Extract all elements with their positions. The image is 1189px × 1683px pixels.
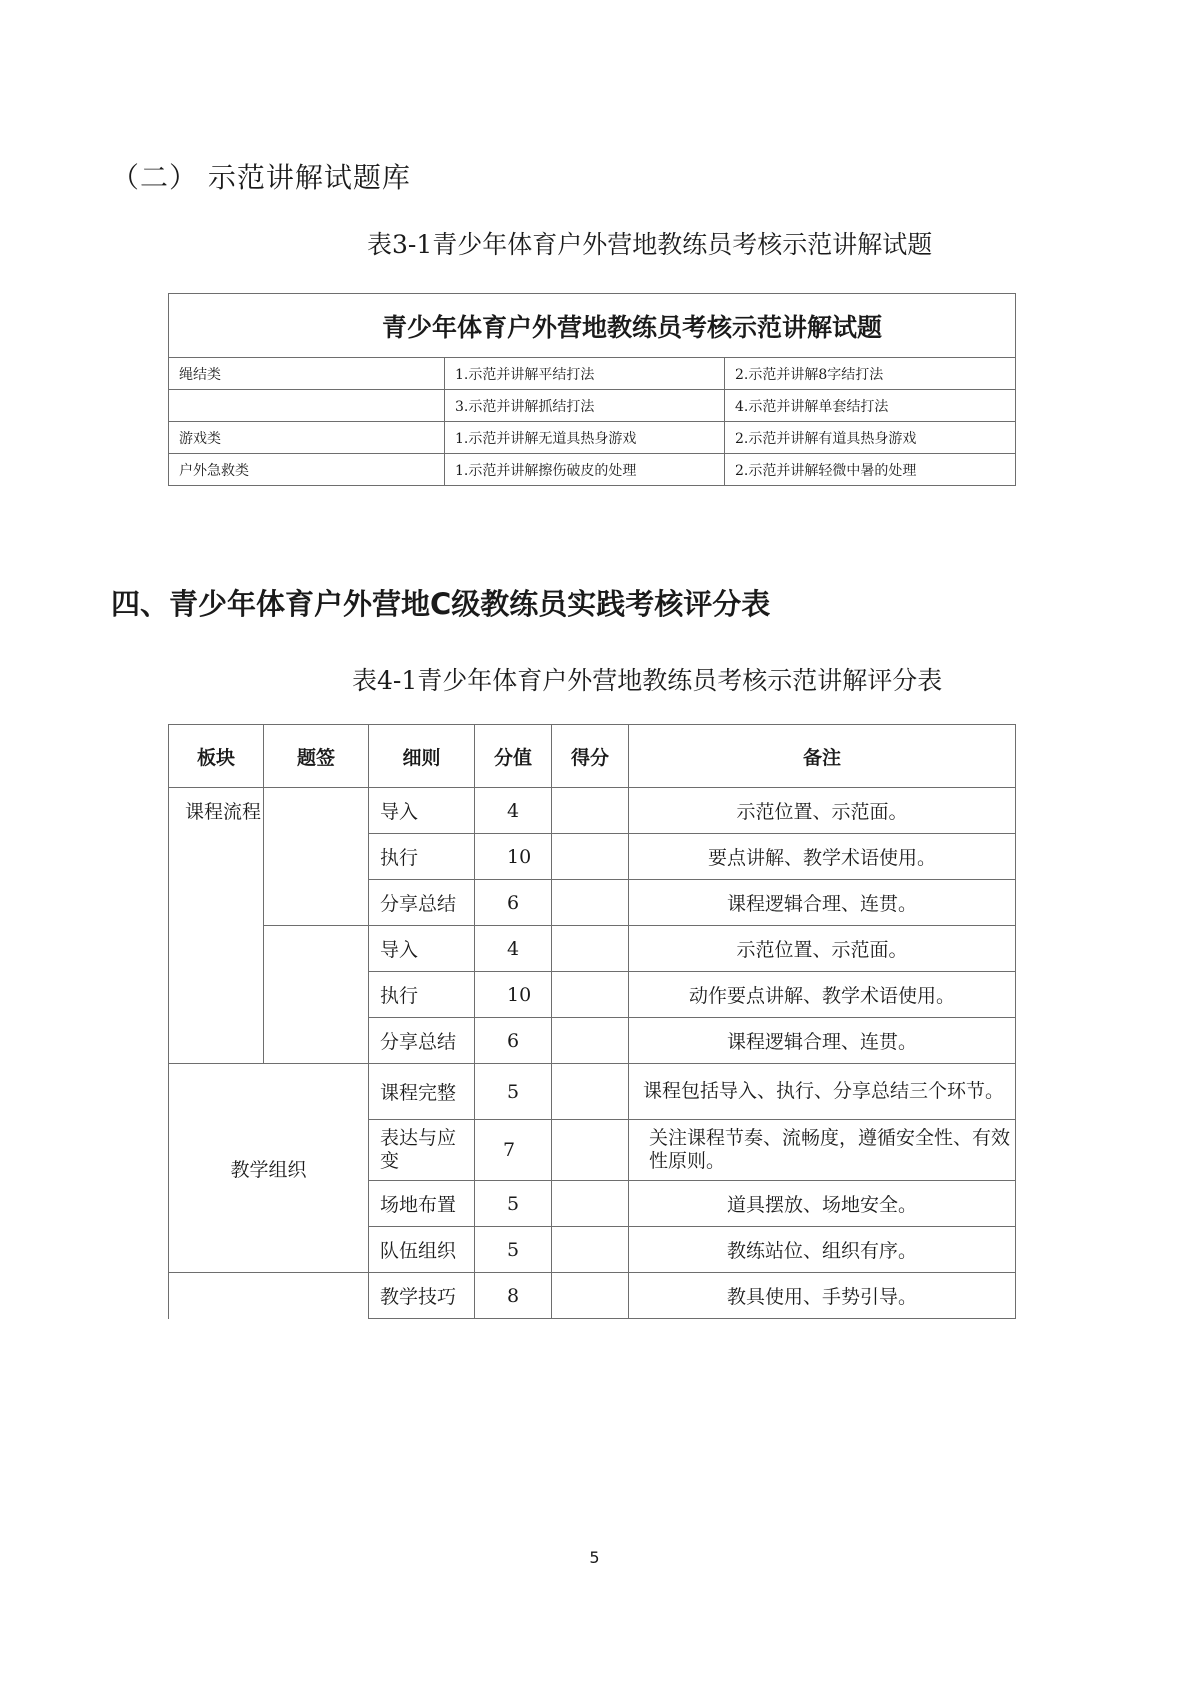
table-row — [169, 926, 1016, 972]
block-cell-continued — [169, 1273, 369, 1319]
block-cell-teaching-organization: 教学组织 — [169, 1064, 369, 1273]
obtained-cell — [552, 972, 629, 1018]
question-cell: 1.示范并讲解擦伤破皮的处理 — [445, 454, 725, 486]
obtained-cell — [552, 1120, 629, 1181]
score-cell: 4 — [475, 788, 552, 834]
header-cell: 分值 — [475, 725, 552, 788]
header-cell: 题签 — [264, 725, 369, 788]
detail-cell: 分享总结 — [369, 1018, 475, 1064]
section-heading-2: （二） 示范讲解试题库 — [111, 161, 411, 194]
obtained-cell — [552, 926, 629, 972]
table-header: 青少年体育户外营地教练员考核示范讲解试题 — [169, 294, 1016, 358]
question-cell: 3.示范并讲解抓结打法 — [445, 390, 725, 422]
obtained-cell — [552, 1181, 629, 1227]
table-caption-4-1: 表4-1青少年体育户外营地教练员考核示范讲解评分表 — [352, 666, 943, 695]
detail-cell: 教学技巧 — [369, 1273, 475, 1319]
question-bank-table — [168, 293, 1016, 486]
category-cell: 绳结类 — [169, 358, 445, 390]
note-cell: 课程包括导入、执行、分享总结三个环节。 — [629, 1064, 1016, 1120]
detail-cell: 课程完整 — [369, 1064, 475, 1120]
detail-cell: 表达与应变 — [369, 1120, 475, 1181]
note-cell: 示范位置、示范面。 — [629, 926, 1016, 972]
score-cell: 8 — [475, 1273, 552, 1319]
note-cell: 教具使用、手势引导。 — [629, 1273, 1016, 1319]
section-heading-4: 四、青少年体育户外营地C级教练员实践考核评分表 — [111, 587, 771, 621]
table-row — [169, 454, 1016, 486]
score-cell: 6 — [475, 880, 552, 926]
detail-cell: 导入 — [369, 926, 475, 972]
note-cell: 道具摆放、场地安全。 — [629, 1181, 1016, 1227]
header-row — [169, 725, 1016, 788]
obtained-cell — [552, 1227, 629, 1273]
obtained-cell — [552, 1273, 629, 1319]
table-row — [169, 422, 1016, 454]
obtained-cell — [552, 1064, 629, 1120]
obtained-cell — [552, 1018, 629, 1064]
question-cell: 2.示范并讲解8字结打法 — [725, 358, 1016, 390]
header-cell: 备注 — [629, 725, 1016, 788]
score-cell: 5 — [475, 1227, 552, 1273]
detail-cell: 导入 — [369, 788, 475, 834]
score-cell: 10 — [475, 972, 552, 1018]
question-cell: 2.示范并讲解轻微中暑的处理 — [725, 454, 1016, 486]
category-cell — [169, 390, 445, 422]
table-row — [169, 390, 1016, 422]
detail-cell: 分享总结 — [369, 880, 475, 926]
table-row — [169, 358, 1016, 390]
detail-cell: 场地布置 — [369, 1181, 475, 1227]
question-cell: 1.示范并讲解平结打法 — [445, 358, 725, 390]
question-cell: 1.示范并讲解无道具热身游戏 — [445, 422, 725, 454]
header-cell: 得分 — [552, 725, 629, 788]
question-cell: 4.示范并讲解单套结打法 — [725, 390, 1016, 422]
obtained-cell — [552, 788, 629, 834]
note-cell: 动作要点讲解、教学术语使用。 — [629, 972, 1016, 1018]
table-row — [169, 1273, 1016, 1319]
block-cell-course-flow: 课程流程 — [169, 788, 264, 1064]
category-cell: 游戏类 — [169, 422, 445, 454]
score-cell: 4 — [475, 926, 552, 972]
note-cell: 课程逻辑合理、连贯。 — [629, 1018, 1016, 1064]
score-cell: 10 — [475, 834, 552, 880]
scoring-table — [168, 724, 1016, 1319]
note-cell: 关注课程节奏、流畅度，遵循安全性、有效性原则。 — [629, 1120, 1016, 1181]
score-cell: 5 — [475, 1064, 552, 1120]
header-cell: 板块 — [169, 725, 264, 788]
ticket-cell — [264, 788, 369, 926]
note-cell: 要点讲解、教学术语使用。 — [629, 834, 1016, 880]
header-cell: 细则 — [369, 725, 475, 788]
score-cell: 5 — [475, 1181, 552, 1227]
note-cell: 示范位置、示范面。 — [629, 788, 1016, 834]
category-cell: 户外急救类 — [169, 454, 445, 486]
score-cell: 6 — [475, 1018, 552, 1064]
note-cell: 课程逻辑合理、连贯。 — [629, 880, 1016, 926]
obtained-cell — [552, 834, 629, 880]
note-cell: 教练站位、组织有序。 — [629, 1227, 1016, 1273]
table-row — [169, 1064, 1016, 1120]
ticket-cell — [264, 926, 369, 1064]
question-cell: 2.示范并讲解有道具热身游戏 — [725, 422, 1016, 454]
page-number: 5 — [589, 1548, 600, 1567]
obtained-cell — [552, 880, 629, 926]
table-caption-3-1: 表3-1青少年体育户外营地教练员考核示范讲解试题 — [367, 230, 933, 259]
score-cell: 7 — [475, 1120, 552, 1181]
detail-cell: 队伍组织 — [369, 1227, 475, 1273]
table-row — [169, 788, 1016, 834]
detail-cell: 执行 — [369, 834, 475, 880]
detail-cell: 执行 — [369, 972, 475, 1018]
